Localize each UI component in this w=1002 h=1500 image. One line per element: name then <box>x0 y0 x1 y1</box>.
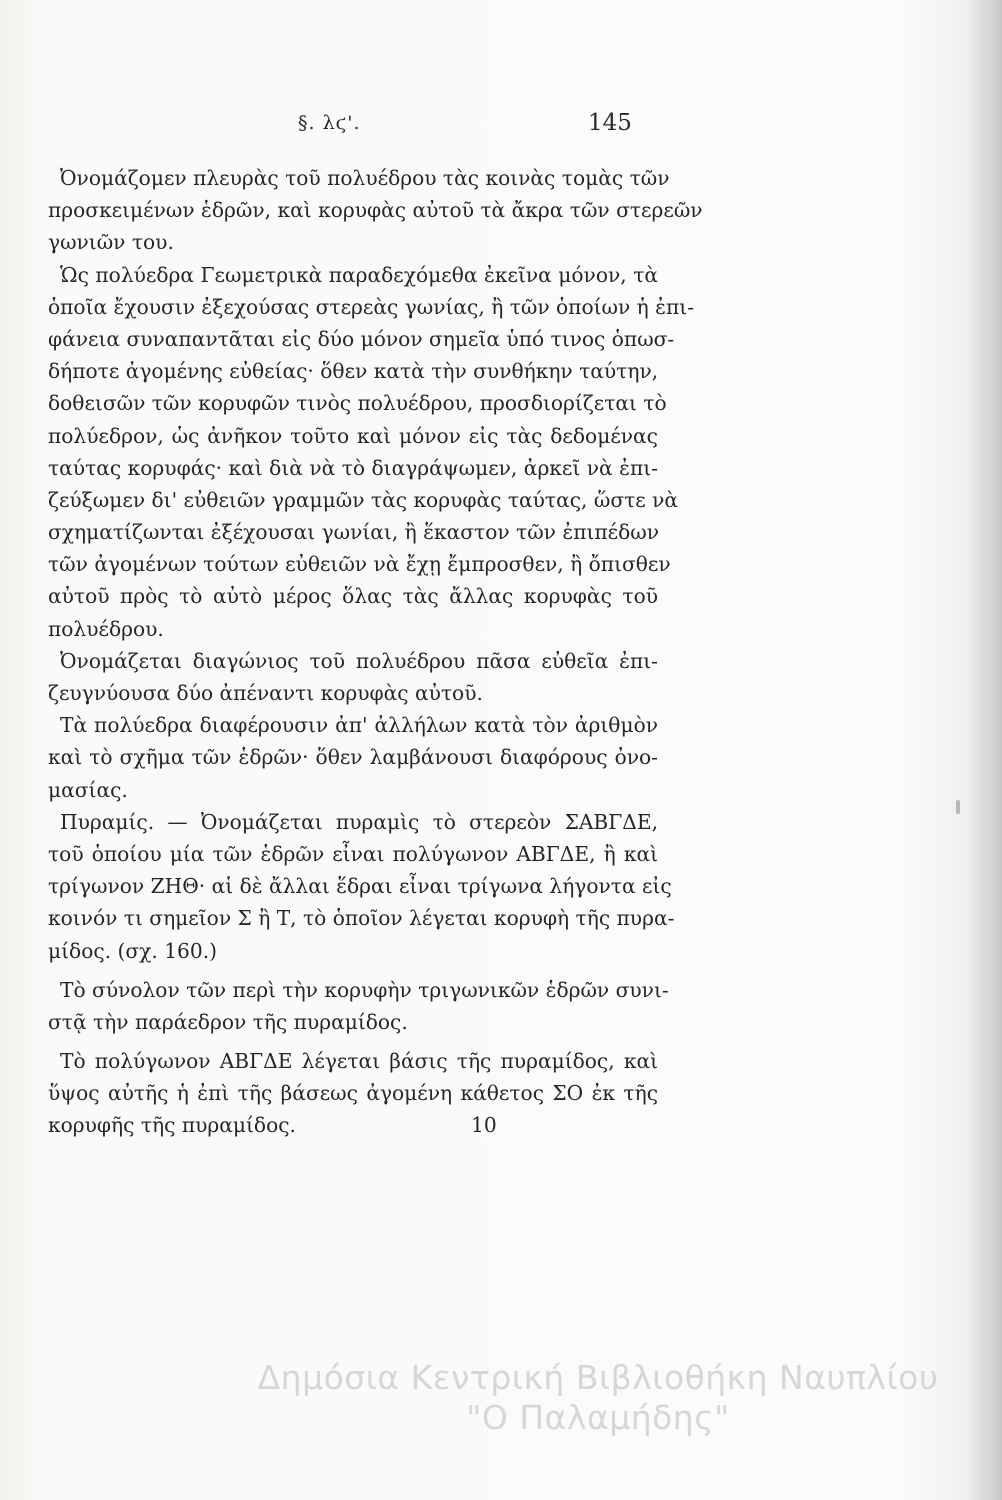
paragraph <box>48 259 695 645</box>
page-edge-shadow <box>966 0 1002 1500</box>
page-number: 145 <box>588 110 632 136</box>
paragraph <box>48 806 675 967</box>
text-line: πολυέδρου. <box>48 616 164 641</box>
text-line: ζευγνύουσα δύο ἀπέναντι κορυφὰς αὐτοῦ. <box>48 681 483 705</box>
text-line: μίδος. (σχ. 160.) <box>48 938 218 963</box>
text-line: Τὰ πολύεδρα διαφέρουσιν ἀπ' ἀλλήλων κατὰ τὸν ἀριθμὸν <box>60 713 658 738</box>
text-line: τοῦ ὁποίου μία τῶν ἑδρῶν εἶναι πολύγωνον ΑΒΓΔΕ, ἢ καὶ <box>48 841 658 866</box>
text-line: Ὡς πολύεδρα Γεωμετρικὰ παραδεχόμεθα ἐκεῖνα μόνον, τὰ <box>60 262 658 287</box>
paragraph <box>48 974 669 1038</box>
text-line: Τὸ πολύγωνον ΑΒΓΔΕ λέγεται βάσις τῆς πυραμίδος, καὶ <box>60 1049 658 1074</box>
text-line: δοθεισῶν τῶν κορυφῶν τινὸς πολυέδρου, προσδιορίζεται τὸ <box>48 391 667 416</box>
signature-mark: 10 <box>470 1113 497 1138</box>
text-line: ζεύξωμεν δι' εὐθειῶν γραμμῶν τὰς κορυφὰς ταύτας, ὥστε νὰ <box>48 487 679 512</box>
text-line: τῶν ἀγομένων τούτων εὐθειῶν νὰ ἔχῃ ἔμπροσθεν, ἢ ὄπισθεν <box>48 552 671 577</box>
text-line: πολύεδρον, ὡς ἀνῆκον τοῦτο καὶ μόνον εἰς τὰς δεδομένας <box>48 423 658 448</box>
text-line: ὕψος αὐτῆς ἡ ἐπὶ τῆς βάσεως ἀγομένη κάθετος ΣΟ ἐκ τῆς <box>48 1081 658 1106</box>
text-line: Ὀνομάζομεν πλευρὰς τοῦ πολυέδρου τὰς κοινὰς τομὰς τῶν <box>60 166 670 190</box>
paragraph <box>48 645 658 709</box>
paragraph <box>48 1045 658 1142</box>
text-line: καὶ τὸ σχῆμα τῶν ἑδρῶν· ὅθεν λαμβάνουσι διαφόρους ὀνο- <box>48 745 658 770</box>
body-text <box>48 162 703 1142</box>
text-line: ταύτας κορυφάς· καὶ διὰ νὰ τὸ διαγράψωμεν, ἀρκεῖ νὰ ἐπι- <box>48 455 658 480</box>
text-line: τρίγωνον ΖΗΘ· αἱ δὲ ἄλλαι ἕδραι εἶναι τρίγωνα λήγοντα εἰς <box>48 874 672 899</box>
text-line: ὁποῖα ἔχουσιν ἐξεχούσας στερεὰς γωνίας, ἢ τῶν ὁποίων ἡ ἐπι- <box>48 294 695 319</box>
text-line: γωνιῶν του. <box>48 230 174 255</box>
text-line: σχηματίζωνται ἐξέχουσαι γωνίαι, ἢ ἕκαστον τῶν ἐπιπέδων <box>48 520 659 545</box>
paragraph <box>48 709 658 806</box>
library-watermark <box>228 1358 968 1438</box>
text-line: κοινόν τι σημεῖον Σ ἢ Τ, τὸ ὁποῖον λέγεται κορυφὴ τῆς πυρα- <box>48 906 675 931</box>
text-line: προσκειμένων ἑδρῶν, καὶ κορυφὰς αὐτοῦ τὰ ἄκρα τῶν στερεῶν <box>48 198 703 223</box>
running-header <box>0 112 1002 152</box>
text-line: Ὀνομάζεται διαγώνιος τοῦ πολυέδρου πᾶσα εὐθεῖα ἐπι- <box>60 648 658 673</box>
watermark-line: "Ο Παλαμήδης" <box>466 1398 730 1437</box>
scan-mark <box>956 800 960 814</box>
section-mark: §. λϛ'. <box>298 112 361 134</box>
text-line: Πυραμίς. — Ὀνομάζεται πυραμὶς τὸ στερεὸν ΣΑΒΓΔΕ, <box>60 809 658 834</box>
text-line: κορυφῆς τῆς πυραμίδος. <box>48 1113 296 1138</box>
text-line: δήποτε ἀγομένης εὐθείας· ὅθεν κατὰ τὴν συνθήκην ταύτην, <box>48 359 659 384</box>
text-line: μασίας. <box>48 777 128 802</box>
text-line-with-signature <box>48 1109 658 1141</box>
paragraph <box>48 162 703 259</box>
text-line: Τὸ σύνολον τῶν περὶ τὴν κορυφὴν τριγωνικῶν ἑδρῶν συνι- <box>60 977 669 1002</box>
text-line: αὐτοῦ πρὸς τὸ αὐτὸ μέρος ὅλας τὰς ἄλλας κορυφὰς τοῦ <box>48 584 658 609</box>
text-line: φάνεια συναπαντᾶται εἰς δύο μόνον σημεῖα ὑπό τινος ὁπωσ- <box>48 326 675 351</box>
text-line: στᾷ τὴν παράεδρον τῆς πυραμίδος. <box>48 1009 408 1034</box>
watermark-line: Δημόσια Κεντρική Βιβλιοθήκη Ναυπλίου <box>257 1358 939 1397</box>
